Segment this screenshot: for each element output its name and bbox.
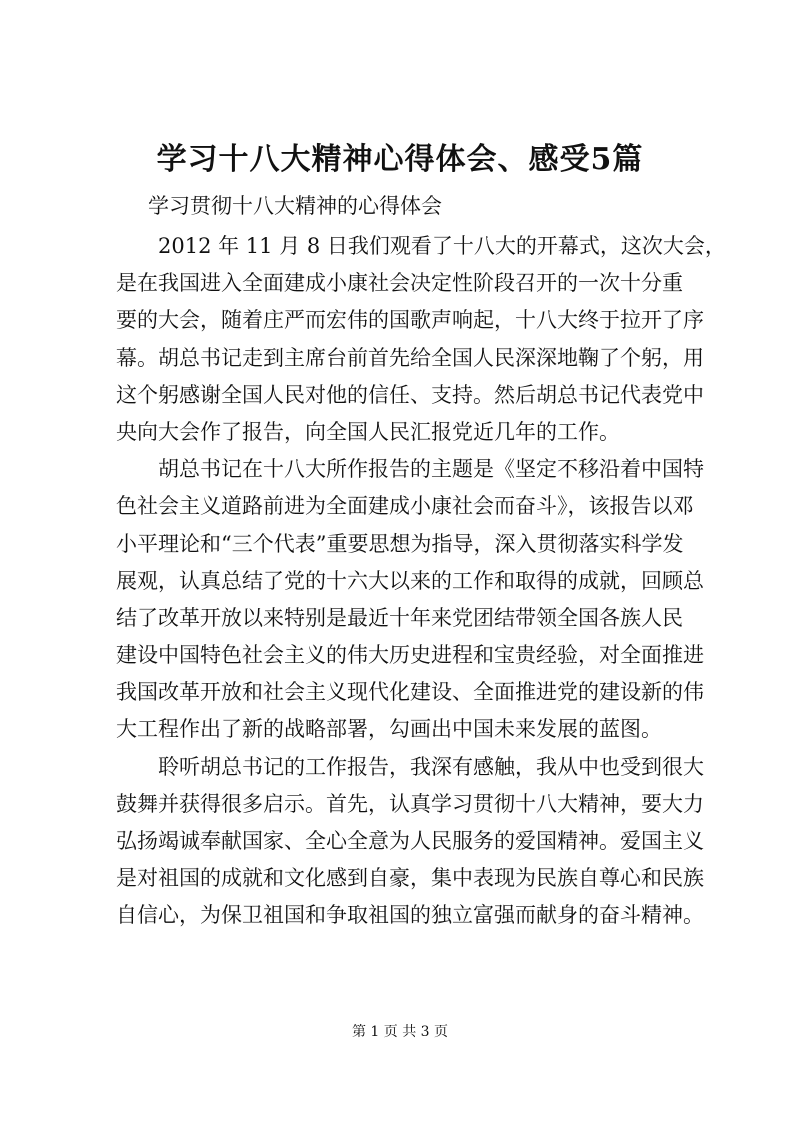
text-line: 要的大会，随着庄严而宏伟的国歌声响起，十八大终于拉开了序 <box>116 308 704 333</box>
document-subtitle: 学习贯彻十八大精神的心得体会 <box>148 194 442 218</box>
text-line: 大工程作出了新的战略部署，勾画出中国未来发展的蓝图。 <box>116 717 662 742</box>
text-line: 色社会主义道路前进为全面建成小康社会而奋斗》，该报告以邓 <box>116 494 694 519</box>
document-body <box>116 228 726 935</box>
text-line: 央向大会作了报告，向全国人民汇报党近几年的工作。 <box>116 419 620 444</box>
text-line: 幕。胡总书记走到主席台前首先给全国人民深深地鞠了个躬，用 <box>116 345 704 370</box>
text-line: 弘扬竭诚奉献国家、全心全意为人民服务的爱国精神。爱国主义 <box>116 829 704 853</box>
text-line: 胡总书记在十八大所作报告的主题是《坚定不移沿着中国特 <box>158 457 704 482</box>
text-line: 自信心，为保卫祖国和争取祖国的独立富强而献身的奋斗精神。 <box>116 903 704 928</box>
text-line: 2012 年 11 月 8 日我们观看了十八大的开幕式，这次大会， <box>158 234 726 258</box>
text-line: 展观，认真总结了党的十六大以来的工作和取得的成就，回顾总 <box>116 568 704 593</box>
text-line: 建设中国特色社会主义的伟大历史进程和宝贵经验，对全面推进 <box>116 643 704 668</box>
document-title: 学习十八大精神心得体会、感受5篇 <box>156 142 644 177</box>
page-number-footer: 第 1 页 共 3 页 <box>351 1024 449 1040</box>
text-line: 是在我国进入全面建成小康社会决定性阶段召开的一次十分重 <box>116 271 683 296</box>
text-line: 聆听胡总书记的工作报告，我深有感触，我从中也受到很大 <box>158 754 704 779</box>
text-line: 这个躬感谢全国人民对他的信任、支持。然后胡总书记代表党中 <box>116 382 704 407</box>
text-line: 是对祖国的成就和文化感到自豪，集中表现为民族自尊心和民族 <box>116 866 704 891</box>
text-line: 小平理论和“三个代表”重要思想为指导，深入贯彻落实科学发 <box>116 531 684 556</box>
text-line: 鼓舞并获得很多启示。首先，认真学习贯彻十八大精神，要大力 <box>116 791 704 816</box>
text-line: 结了改革开放以来特别是最近十年来党团结带领全国各族人民 <box>116 605 683 630</box>
text-line: 我国改革开放和社会主义现代化建设、全面推进党的建设新的伟 <box>116 680 704 705</box>
